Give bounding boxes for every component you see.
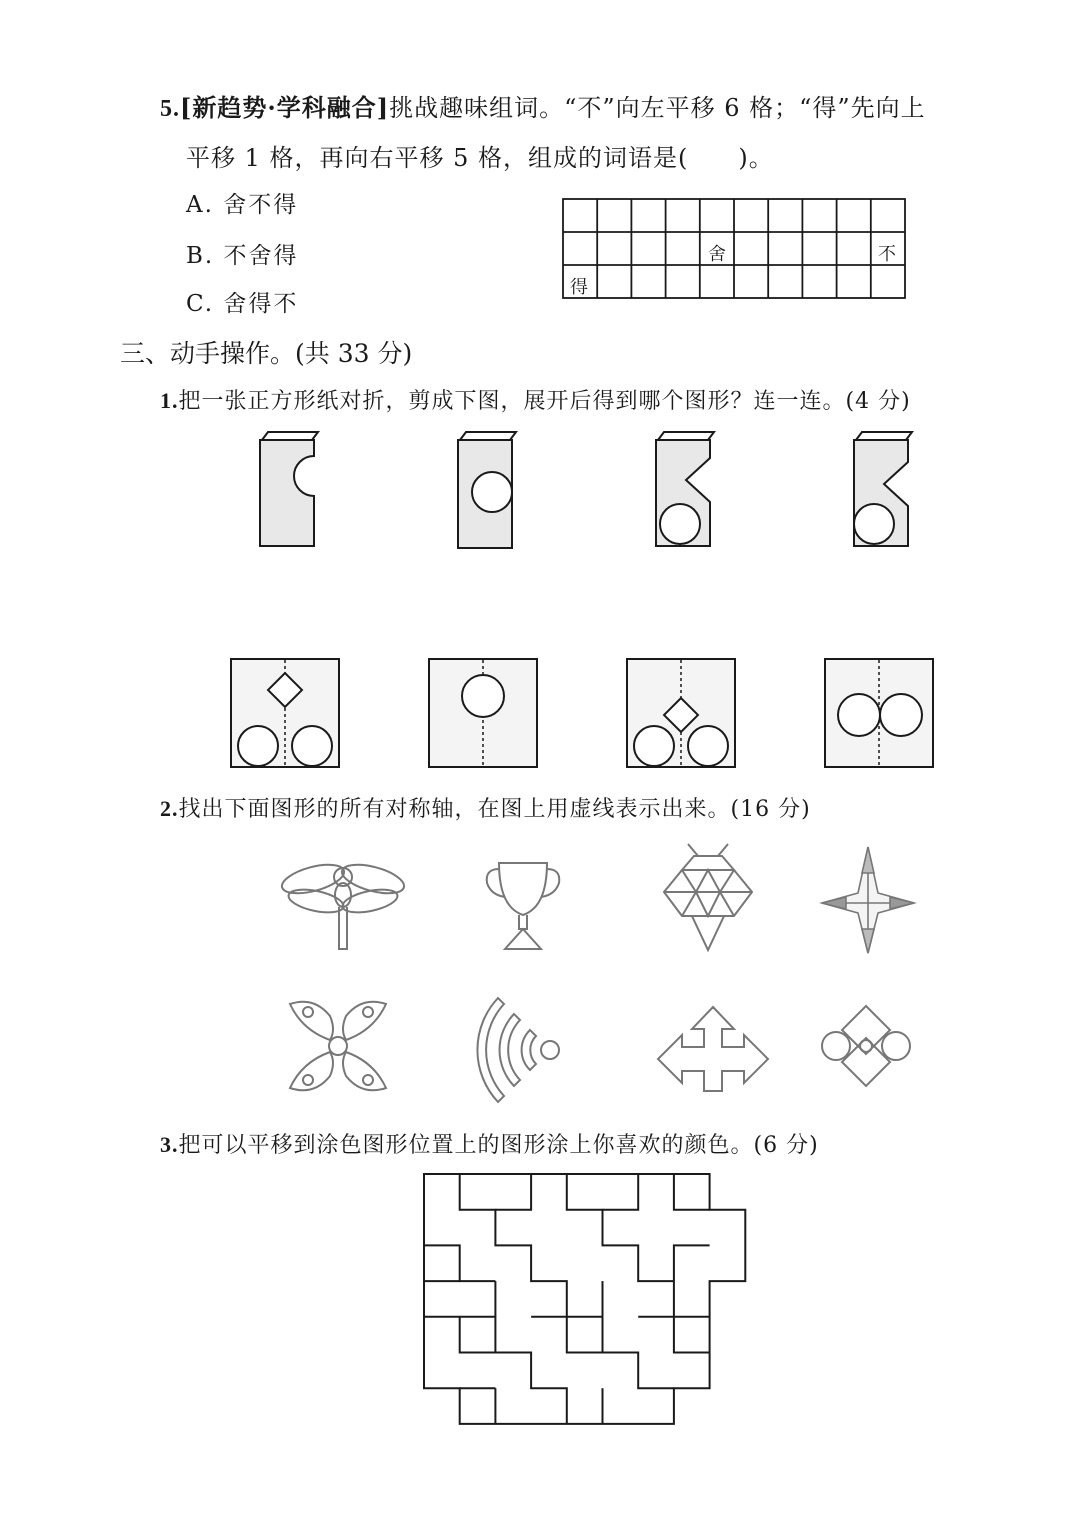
p3-text: 把可以平移到涂色图形位置上的图形涂上你喜欢的颜色。(6 分) (178, 1133, 819, 1158)
q5-option-c[interactable]: C. 舍得不 (186, 291, 299, 317)
p1-title (160, 384, 911, 415)
q5-line1 (160, 88, 926, 123)
p2-title (160, 792, 811, 823)
bee-figure[interactable] (658, 840, 758, 955)
folded-paper-4[interactable] (850, 428, 920, 553)
dragonfly-figure[interactable] (278, 845, 408, 955)
tessellation-grid[interactable] (420, 1170, 750, 1425)
q5-text-1: 挑战趣味组词。“不”向左平移 6 格；“得”先向上 (389, 94, 926, 122)
star-compass-figure[interactable] (818, 845, 918, 955)
p1-number: 1. (160, 388, 179, 413)
chinese-knot-figure[interactable] (812, 998, 922, 1098)
q5-character-grid (562, 198, 907, 300)
unfolded-shape-3[interactable] (626, 658, 738, 770)
unfolded-shape-2[interactable] (428, 658, 540, 770)
q5-line2: 平移 1 格，再向右平移 5 格，组成的词语是( )。 (186, 144, 774, 172)
p2-text: 找出下面图形的所有对称轴，在图上用虚线表示出来。(16 分) (178, 797, 811, 822)
trophy-figure[interactable] (483, 845, 563, 955)
q5-option-a[interactable]: A. 舍不得 (186, 192, 299, 218)
q5-tag: [新趋势·学科融合] (180, 93, 390, 122)
grid-char-bu: 不 (878, 244, 896, 265)
p1-text: 把一张正方形纸对折，剪成下图，展开后得到哪个图形？连一连。(4 分) (178, 389, 911, 414)
unfolded-shape-4[interactable] (824, 658, 936, 770)
unfolded-shape-1[interactable] (230, 658, 342, 770)
p3-number: 3. (160, 1132, 179, 1157)
wifi-signal-figure[interactable] (478, 992, 568, 1102)
folded-paper-2[interactable] (454, 428, 524, 553)
section-3-title: 三、动手操作。(共 33 分) (120, 339, 413, 368)
p3-title (160, 1128, 819, 1159)
p2-number: 2. (160, 796, 179, 821)
grid-char-de: 得 (570, 277, 588, 298)
q5-number: 5. (160, 96, 180, 122)
flower-figure[interactable] (284, 990, 394, 1100)
three-arrows-figure[interactable] (656, 1005, 771, 1095)
grid-char-she: 舍 (708, 244, 726, 265)
folded-paper-3[interactable] (652, 428, 722, 553)
q5-option-b[interactable]: B. 不舍得 (186, 243, 299, 269)
folded-paper-1[interactable] (256, 428, 326, 548)
